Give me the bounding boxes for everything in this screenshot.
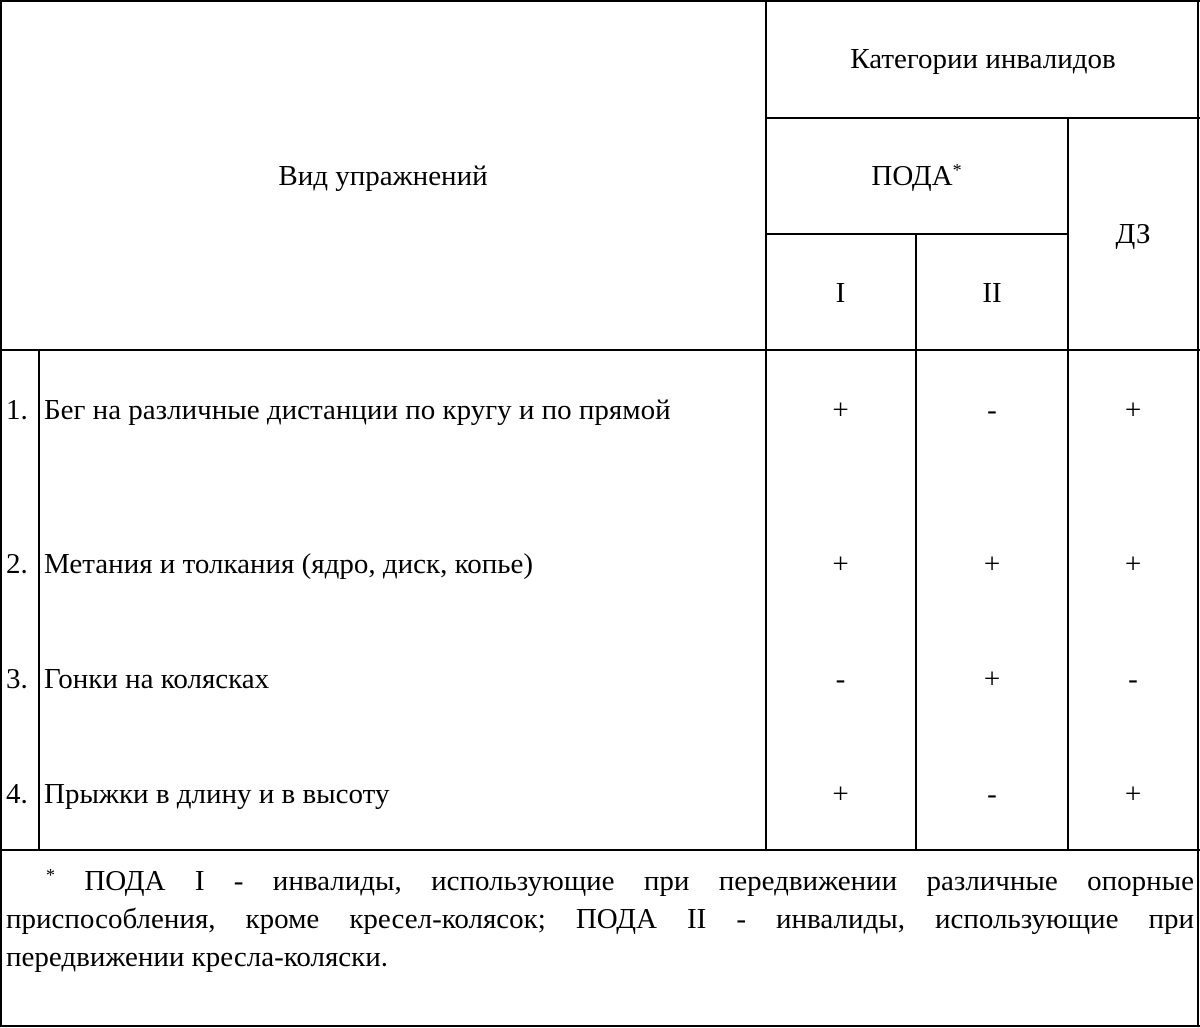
row-3-poda-i: - [835,663,846,695]
header-dz: ДЗ [1115,218,1151,250]
row-1-poda-ii: - [987,394,997,426]
header-exercise-type: Вид упражнений [278,160,488,192]
row-1-number: 1. [6,394,28,426]
header-poda-i: I [835,277,846,309]
row-4-dz: + [1124,778,1142,810]
row-2-dz: + [1124,548,1142,580]
rule-number-column [38,349,40,851]
row-4-poda-i: + [832,778,849,810]
footnote [6,862,1194,976]
row-4-exercise: Прыжки в длину и в высоту [44,778,390,810]
row-4-poda-ii: - [987,778,997,810]
rule-poda-split [915,233,917,851]
table-border-bottom [0,1025,1200,1027]
rule-under-categories [766,117,1200,119]
row-4-number: 4. [6,778,28,810]
header-poda-label: ПОДА [871,160,953,192]
footnote-mark: * [46,865,55,885]
footnote-text: ПОДА I - инвалиды, использующие при передвижении различные опорные приспособления, кроме кресел-колясок; ПОДА II - инвалиды, использующие при передвижении кресла-коляски. [6,865,1194,973]
row-1-dz: + [1124,394,1142,426]
row-3-number: 3. [6,663,28,695]
row-1-poda-i: + [832,394,849,426]
row-1-exercise: Бег на различные дистанции по кругу и по прямой [44,394,671,426]
row-2-poda-ii: + [983,548,1001,580]
row-3-exercise: Гонки на колясках [44,663,270,695]
header-poda-ii: II [982,277,1002,309]
row-3-dz: - [1128,663,1138,695]
row-2-exercise: Метания и толкания (ядро, диск, копье) [44,548,533,580]
row-2-number: 2. [6,548,28,580]
rule-under-poda [766,233,1068,235]
table-border-left [0,0,2,1027]
rule-body-bottom [0,849,1200,851]
row-3-poda-ii: + [983,663,1001,695]
table-border-right [1197,0,1199,1027]
header-categories: Категории инвалидов [850,43,1116,75]
row-2-poda-i: + [832,548,849,580]
header-poda-footnote-mark: * [952,160,962,180]
rule-header-bottom [0,349,1200,351]
table-border-top [0,0,1200,2]
header-poda [766,157,1067,195]
